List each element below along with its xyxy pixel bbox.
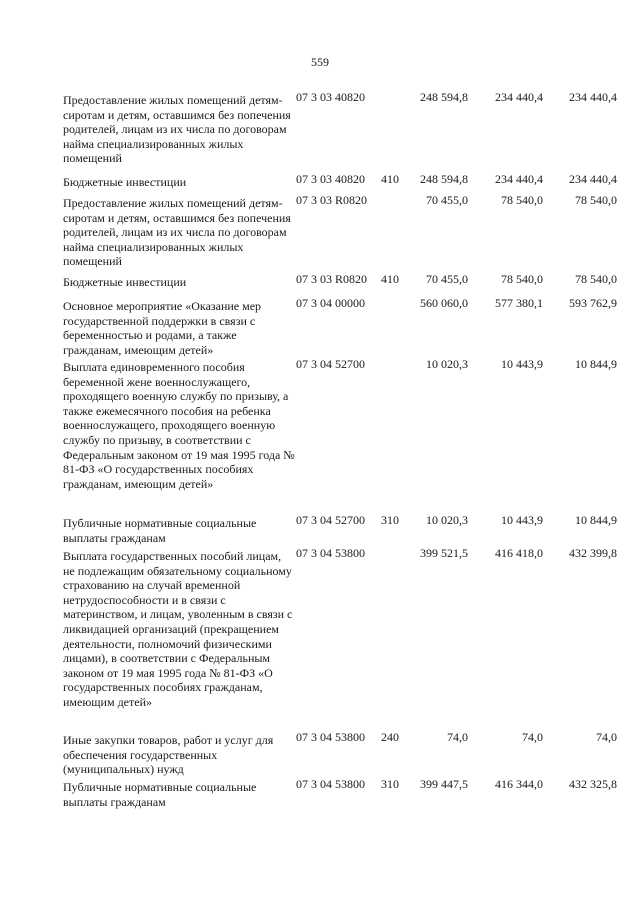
row-amount-year3: 74,0 [596, 730, 617, 744]
table-row [0, 730, 640, 777]
row-expense-type: 410 [381, 272, 399, 286]
row-amount-year3: 10 844,9 [575, 357, 617, 371]
row-amount-year3: 593 762,9 [569, 296, 617, 310]
row-expense-type: 410 [381, 172, 399, 186]
row-code: 07 3 04 53800 [296, 546, 365, 560]
row-amount-year2: 78 540,0 [501, 272, 543, 286]
row-amount-year2: 577 380,1 [495, 296, 543, 310]
table-row [0, 296, 640, 357]
row-amount-year2: 10 443,9 [501, 357, 543, 371]
row-amount-year2: 78 540,0 [501, 193, 543, 207]
table-row [0, 272, 640, 296]
row-expense-type: 240 [381, 730, 399, 744]
row-amount-year1: 399 521,5 [420, 546, 468, 560]
row-amount-year1: 70 455,0 [426, 193, 468, 207]
row-code: 07 3 04 52700 [296, 357, 365, 371]
row-amount-year3: 78 540,0 [575, 272, 617, 286]
row-amount-year1: 10 020,3 [426, 513, 468, 527]
row-name: Бюджетные инвестиции [63, 275, 187, 289]
row-amount-year2: 416 418,0 [495, 546, 543, 560]
row-name: Публичные нормативные социальные выплаты гражданам [63, 516, 257, 545]
row-amount-year1: 74,0 [447, 730, 468, 744]
row-name: Основное мероприятие «Оказание мер государственной поддержки в связи с беременностью и родами, а также гражданам, имеющим детей» [63, 299, 262, 357]
row-amount-year1: 248 594,8 [420, 172, 468, 186]
row-name: Бюджетные инвестиции [63, 175, 187, 189]
row-code: 07 3 03 40820 [296, 90, 365, 104]
row-expense-type: 310 [381, 513, 399, 527]
row-code: 07 3 04 52700 [296, 513, 365, 527]
row-code: 07 3 04 53800 [296, 730, 365, 744]
row-code: 07 3 04 00000 [296, 296, 365, 310]
table-row [0, 172, 640, 193]
row-amount-year1: 10 020,3 [426, 357, 468, 371]
row-name: Иные закупки товаров, работ и услуг для обеспечения государственных (муниципальных) нужд [63, 733, 274, 777]
row-amount-year2: 234 440,4 [495, 90, 543, 104]
row-code: 07 3 03 R0820 [296, 272, 368, 286]
row-amount-year2: 416 344,0 [495, 777, 543, 791]
row-amount-year3: 234 440,4 [569, 172, 617, 186]
budget-table [0, 90, 640, 813]
table-row [0, 357, 640, 513]
row-amount-year3: 78 540,0 [575, 193, 617, 207]
row-amount-year1: 399 447,5 [420, 777, 468, 791]
row-name: Предоставление жилых помещений детям-сиротам и детям, оставшимся без попечения родителей, лицам из их числа по договорам найма специализированных жилых помещений [63, 196, 291, 269]
row-amount-year1: 70 455,0 [426, 272, 468, 286]
row-amount-year2: 10 443,9 [501, 513, 543, 527]
row-code: 07 3 03 40820 [296, 172, 365, 186]
table-row [0, 90, 640, 172]
row-name: Выплата государственных пособий лицам, не подлежащим обязательному социальному страхованию на случай временной нетрудоспособности и в связи с материнством, и лицам, уволенным в связи с ликвидацией организаций (прекращением деятельности, полномочий физическими лицами), в соответствии с Федеральным законом от 19 мая 1995 года № 81-ФЗ «О государственных пособиях гражданам, имеющим детей» [63, 549, 293, 709]
row-amount-year1: 560 060,0 [420, 296, 468, 310]
row-code: 07 3 03 R0820 [296, 193, 368, 207]
row-amount-year3: 10 844,9 [575, 513, 617, 527]
row-amount-year2: 234 440,4 [495, 172, 543, 186]
row-amount-year2: 74,0 [522, 730, 543, 744]
row-code: 07 3 04 53800 [296, 777, 365, 791]
row-amount-year3: 234 440,4 [569, 90, 617, 104]
row-expense-type: 310 [381, 777, 399, 791]
row-name: Публичные нормативные социальные выплаты гражданам [63, 780, 257, 809]
row-name: Предоставление жилых помещений детям-сиротам и детям, оставшимся без попечения родителей, лицам из их числа по договорам найма специализированных жилых помещений [63, 93, 291, 166]
page-number: 559 [311, 55, 329, 69]
row-name: Выплата единовременного пособия беременной жене военнослужащего, проходящего военную службу по призыву, а также ежемесячного пособия на ребенка военнослужащего, проходящего военную службу по призыву, в соответствии с Федеральным законом от 19 мая 1995 года № 81-ФЗ «О государственных пособиях гражданам, имеющим детей» [63, 360, 295, 491]
table-row [0, 513, 640, 546]
row-amount-year3: 432 399,8 [569, 546, 617, 560]
table-row [0, 546, 640, 730]
table-row [0, 193, 640, 272]
table-row [0, 777, 640, 813]
row-amount-year1: 248 594,8 [420, 90, 468, 104]
row-amount-year3: 432 325,8 [569, 777, 617, 791]
